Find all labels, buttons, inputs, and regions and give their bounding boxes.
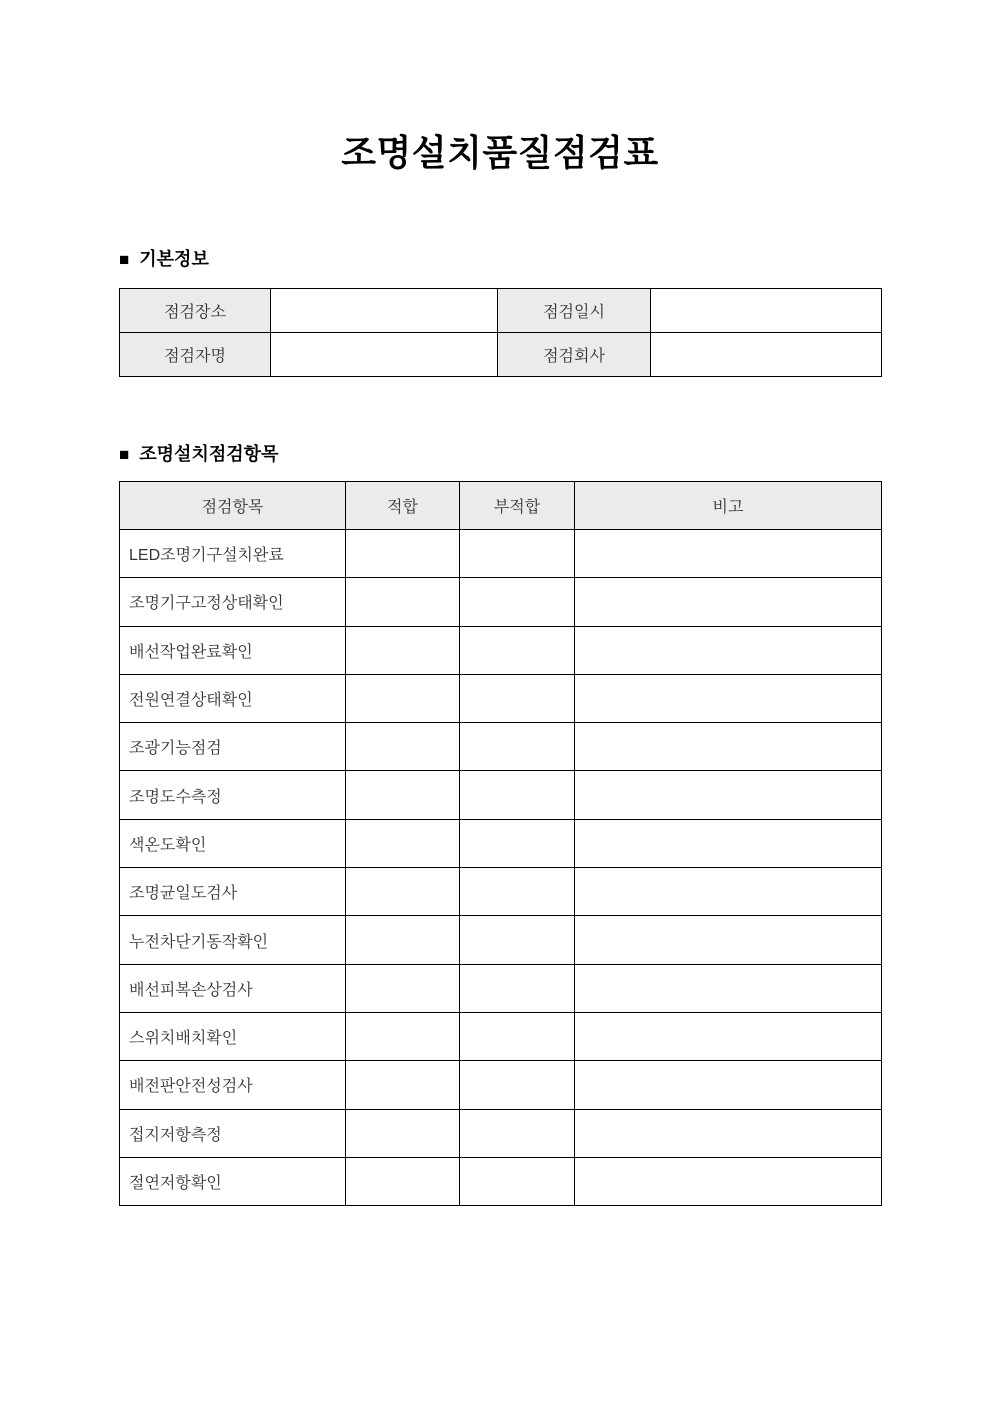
pass-cell (346, 674, 460, 722)
remarks-cell (575, 578, 882, 626)
checklist-row (120, 771, 882, 819)
checklist-item-label: 색온도확인 (120, 819, 346, 867)
document-title: 조명설치품질점검표 (341, 132, 659, 173)
checklist-item-label: 배선피복손상검사 (120, 964, 346, 1012)
checklist-item-label: LED조명기구설치완료 (120, 530, 346, 578)
fail-cell (460, 1061, 575, 1109)
fail-cell (460, 674, 575, 722)
checklist-row (120, 1012, 882, 1060)
column-header-fail: 부적합 (460, 482, 575, 530)
fail-cell (460, 1109, 575, 1157)
fail-cell (460, 530, 575, 578)
fail-cell (460, 819, 575, 867)
checklist-table (119, 481, 882, 1206)
remarks-cell (575, 868, 882, 916)
basic-info-row (120, 333, 882, 377)
pass-cell (346, 868, 460, 916)
checklist-row (120, 626, 882, 674)
checklist-row (120, 964, 882, 1012)
checklist-row (120, 916, 882, 964)
pass-cell (346, 578, 460, 626)
fail-cell (460, 964, 575, 1012)
pass-cell (346, 1157, 460, 1205)
checklist-item-label: 절연저항확인 (120, 1157, 346, 1205)
fail-cell (460, 578, 575, 626)
checklist-row (120, 868, 882, 916)
checklist-row (120, 1109, 882, 1157)
pass-cell (346, 530, 460, 578)
fail-cell (460, 771, 575, 819)
checklist-item-label: 조명균일도검사 (120, 868, 346, 916)
fail-cell (460, 916, 575, 964)
checklist-item-label: 스위치배치확인 (120, 1012, 346, 1060)
checklist-item-label: 조명도수측정 (120, 771, 346, 819)
inspection-datetime-value (651, 289, 882, 333)
basic-info-row (120, 289, 882, 333)
checklist-item-label: 전원연결상태확인 (120, 674, 346, 722)
checklist-row (120, 1061, 882, 1109)
checklist-row (120, 1157, 882, 1205)
remarks-cell (575, 723, 882, 771)
pass-cell (346, 916, 460, 964)
remarks-cell (575, 819, 882, 867)
pass-cell (346, 723, 460, 771)
remarks-cell (575, 1061, 882, 1109)
checklist-item-label: 배선작업완료확인 (120, 626, 346, 674)
section-bullet-icon: ■ (119, 249, 130, 269)
remarks-cell (575, 1157, 882, 1205)
checklist-item-label: 접지저항측정 (120, 1109, 346, 1157)
remarks-cell (575, 674, 882, 722)
column-header-remarks: 비고 (575, 482, 882, 530)
remarks-cell (575, 1109, 882, 1157)
inspector-name-label: 점검자명 (120, 333, 271, 377)
checklist-row (120, 819, 882, 867)
fail-cell (460, 626, 575, 674)
remarks-cell (575, 626, 882, 674)
pass-cell (346, 626, 460, 674)
pass-cell (346, 1012, 460, 1060)
remarks-cell (575, 964, 882, 1012)
checklist-item-label: 조명기구고정상태확인 (120, 578, 346, 626)
fail-cell (460, 868, 575, 916)
inspection-location-value (271, 289, 498, 333)
checklist-row (120, 530, 882, 578)
checklist-row (120, 723, 882, 771)
checklist-row (120, 578, 882, 626)
basic-info-section-header (119, 249, 209, 269)
pass-cell (346, 1061, 460, 1109)
checklist-item-label: 조광기능점검 (120, 723, 346, 771)
inspection-company-label: 점검회사 (498, 333, 651, 377)
pass-cell (346, 819, 460, 867)
checklist-header-row (120, 482, 882, 530)
fail-cell (460, 723, 575, 771)
fail-cell (460, 1012, 575, 1060)
pass-cell (346, 771, 460, 819)
remarks-cell (575, 916, 882, 964)
fail-cell (460, 1157, 575, 1205)
column-header-item: 점검항목 (120, 482, 346, 530)
inspection-location-label: 점검장소 (120, 289, 271, 333)
remarks-cell (575, 771, 882, 819)
checklist-item-label: 누전차단기동작확인 (120, 916, 346, 964)
inspector-name-value (271, 333, 498, 377)
inspection-datetime-label: 점검일시 (498, 289, 651, 333)
pass-cell (346, 1109, 460, 1157)
checklist-section-title: 조명설치점검항목 (139, 444, 279, 464)
section-bullet-icon: ■ (119, 444, 130, 464)
pass-cell (346, 964, 460, 1012)
checklist-item-label: 배전판안전성검사 (120, 1061, 346, 1109)
column-header-pass: 적합 (346, 482, 460, 530)
remarks-cell (575, 1012, 882, 1060)
checklist-section-header (119, 444, 278, 464)
inspection-company-value (651, 333, 882, 377)
remarks-cell (575, 530, 882, 578)
checklist-row (120, 674, 882, 722)
basic-info-section-title: 기본정보 (139, 249, 209, 269)
basic-info-table (119, 288, 882, 377)
